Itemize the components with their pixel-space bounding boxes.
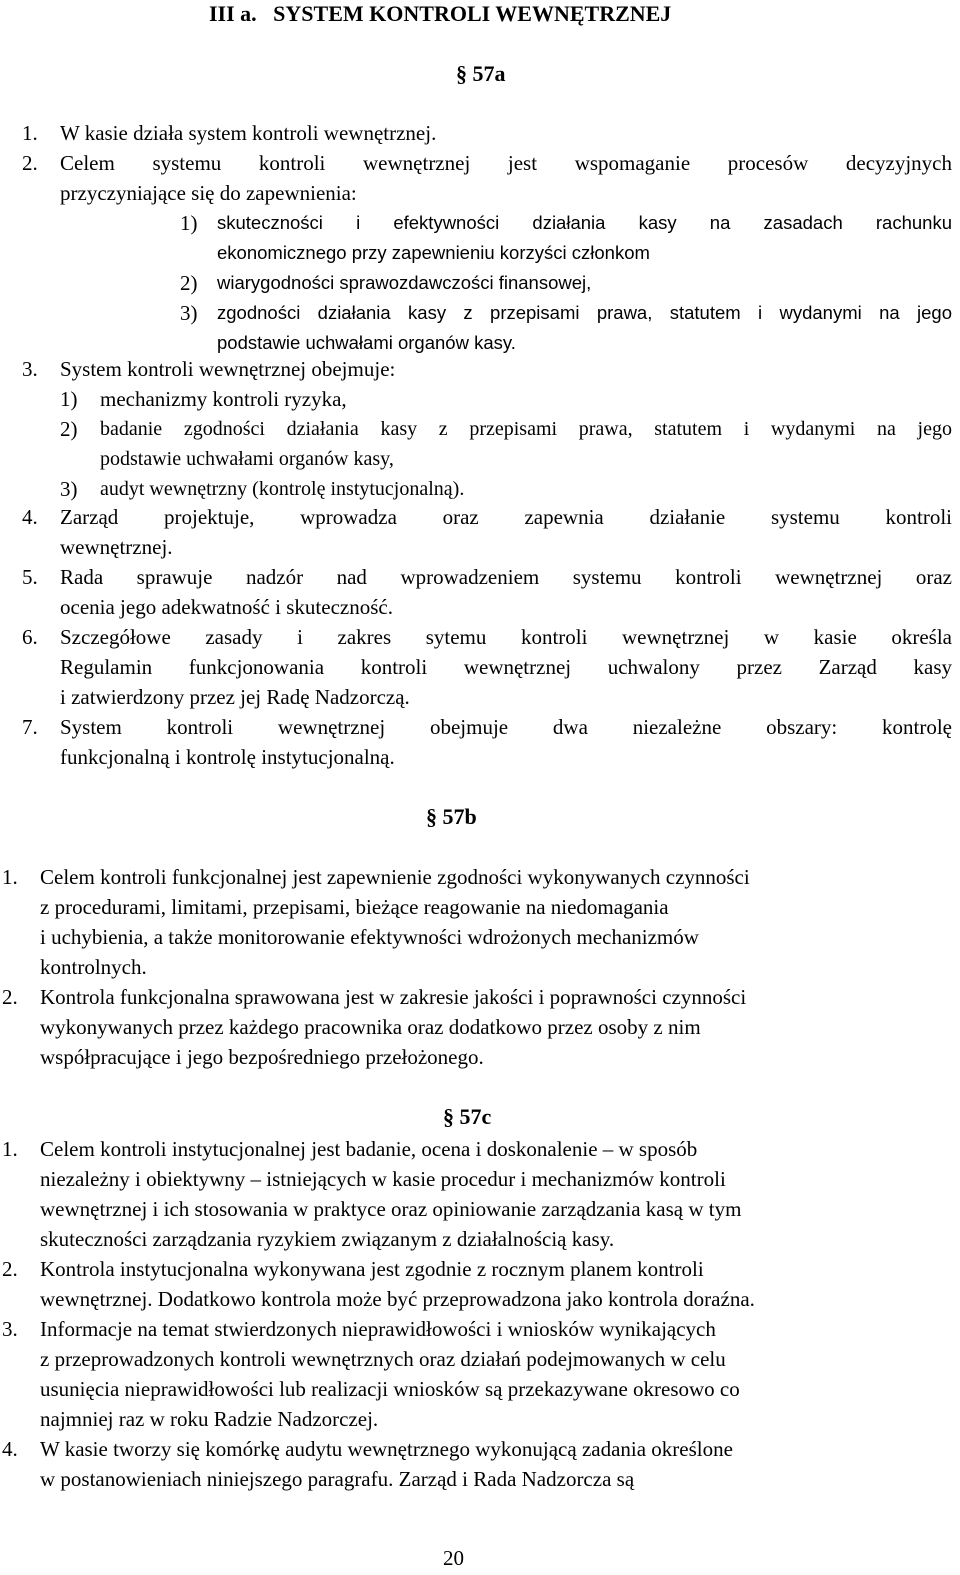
- paragraph-line: Kontrola funkcjonalna sprawowana jest w zakresie jakości i poprawności czynności: [40, 985, 747, 1009]
- list-number: 1): [60, 387, 78, 411]
- paragraph-line: mechanizmy kontroli ryzyka,: [100, 387, 347, 411]
- paragraph-line: ocenia jego adekwatność i skuteczność.: [60, 595, 393, 619]
- paragraph-line: Kontrola instytucjonalna wykonywana jest zgodnie z rocznym planem kontroli: [40, 1257, 704, 1281]
- paragraph-line: badanie zgodności działania kasy z przepisami prawa, statutem i wydanymi na jego: [100, 418, 952, 440]
- section-heading-57c: § 57c: [443, 1104, 492, 1129]
- list-number: 1): [180, 211, 198, 235]
- paragraph-line: wewnętrznej. Dodatkowo kontrola może być przeprowadzona jako kontrola doraźna.: [40, 1287, 755, 1311]
- paragraph-line: Zarząd projektuje, wprowadza oraz zapewnia działanie systemu kontroli: [60, 505, 952, 529]
- section-heading-57a: § 57a: [456, 61, 506, 86]
- list-number: 1.: [2, 865, 18, 889]
- paragraph-line: Celem kontroli funkcjonalnej jest zapewnienie zgodności wykonywanych czynności: [40, 865, 750, 889]
- paragraph-line: Regulamin funkcjonowania kontroli wewnętrznej uchwalony przez Zarząd kasy: [60, 655, 952, 679]
- section-heading-57b: § 57b: [426, 804, 477, 829]
- list-number: 3): [180, 301, 198, 325]
- paragraph-line: System kontroli wewnętrznej obejmuje:: [60, 357, 396, 381]
- paragraph-line: wiarygodności sprawozdawczości finansowej,: [217, 272, 592, 293]
- paragraph-line: w postanowieniach niniejszego paragrafu. Zarząd i Rada Nadzorcza są: [40, 1467, 635, 1491]
- list-number: 4.: [2, 1437, 18, 1461]
- paragraph-line: skuteczności i efektywności działania kasy na zasadach rachunku: [217, 212, 952, 233]
- list-number: 2.: [2, 985, 18, 1009]
- paragraph-line: W kasie tworzy się komórkę audytu wewnętrznego wykonującą zadania określone: [40, 1437, 733, 1461]
- list-number: 2.: [22, 151, 38, 175]
- paragraph-line: Celem systemu kontroli wewnętrznej jest wspomaganie procesów decyzyjnych: [60, 151, 952, 175]
- paragraph-line: wewnętrznej i ich stosowania w praktyce oraz opiniowanie zarządzania kasą w tym: [40, 1197, 742, 1221]
- list-number: 3.: [22, 357, 38, 381]
- paragraph-line: funkcjonalną i kontrolę instytucjonalną.: [60, 745, 395, 769]
- list-number: 2): [180, 271, 198, 295]
- paragraph-line: W kasie działa system kontroli wewnętrznej.: [60, 121, 437, 145]
- list-number: 3): [60, 477, 78, 501]
- paragraph-line: Celem kontroli instytucjonalnej jest badanie, ocena i doskonalenie – w sposób: [40, 1137, 698, 1161]
- paragraph-line: i zatwierdzony przez jej Radę Nadzorczą.: [60, 685, 410, 709]
- paragraph-line: i uchybienia, a także monitorowanie efektywności wdrożonych mechanizmów: [40, 925, 699, 949]
- list-number: 2.: [2, 1257, 18, 1281]
- list-number: 1.: [22, 121, 38, 145]
- paragraph-line: audyt wewnętrzny (kontrolę instytucjonalną).: [100, 478, 465, 500]
- list-number: 5.: [22, 565, 38, 589]
- paragraph-line: wykonywanych przez każdego pracownika oraz dodatkowo przez osoby z nim: [40, 1015, 701, 1039]
- page-number: 20: [443, 1546, 464, 1570]
- list-number: 6.: [22, 625, 38, 649]
- paragraph-line: System kontroli wewnętrznej obejmuje dwa niezależne obszary: kontrolę: [60, 715, 952, 739]
- chapter-title: III a. SYSTEM KONTROLI WEWNĘTRZNEJ: [209, 1, 672, 26]
- paragraph-line: usunięcia nieprawidłowości lub realizacji wniosków są przekazywane okresowo co: [40, 1377, 740, 1401]
- paragraph-line: zgodności działania kasy z przepisami prawa, statutem i wydanymi na jego: [217, 302, 952, 323]
- paragraph-line: najmniej raz w roku Radzie Nadzorczej.: [40, 1407, 379, 1431]
- paragraph-line: wewnętrznej.: [60, 535, 173, 559]
- list-number: 4.: [22, 505, 38, 529]
- paragraph-line: kontrolnych.: [40, 955, 147, 979]
- paragraph-line: podstawie uchwałami organów kasy,: [100, 448, 394, 470]
- paragraph-line: przyczyniające się do zapewnienia:: [60, 181, 357, 205]
- paragraph-line: Informacje na temat stwierdzonych nieprawidłowości i wniosków wynikających: [40, 1317, 716, 1341]
- paragraph-line: z przeprowadzonych kontroli wewnętrznych oraz działań podejmowanych w celu: [40, 1347, 726, 1371]
- paragraph-line: Szczegółowe zasady i zakres sytemu kontroli wewnętrznej w kasie określa: [60, 625, 952, 649]
- paragraph-line: Rada sprawuje nadzór nad wprowadzeniem systemu kontroli wewnętrznej oraz: [60, 565, 952, 589]
- list-number: 2): [60, 417, 78, 441]
- paragraph-line: z procedurami, limitami, przepisami, bieżące reagowanie na niedomagania: [40, 895, 669, 919]
- list-number: 3.: [2, 1317, 18, 1341]
- list-number: 1.: [2, 1137, 18, 1161]
- paragraph-line: współpracujące i jego bezpośredniego przełożonego.: [40, 1045, 484, 1069]
- list-number: 7.: [22, 715, 38, 739]
- paragraph-line: podstawie uchwałami organów kasy.: [217, 332, 516, 353]
- paragraph-line: skuteczności zarządzania ryzykiem związanym z działalnością kasy.: [40, 1227, 615, 1251]
- paragraph-line: niezależny i obiektywny – istniejących w kasie procedur i mechanizmów kontroli: [40, 1167, 726, 1191]
- paragraph-line: ekonomicznego przy zapewnieniu korzyści członkom: [217, 242, 650, 263]
